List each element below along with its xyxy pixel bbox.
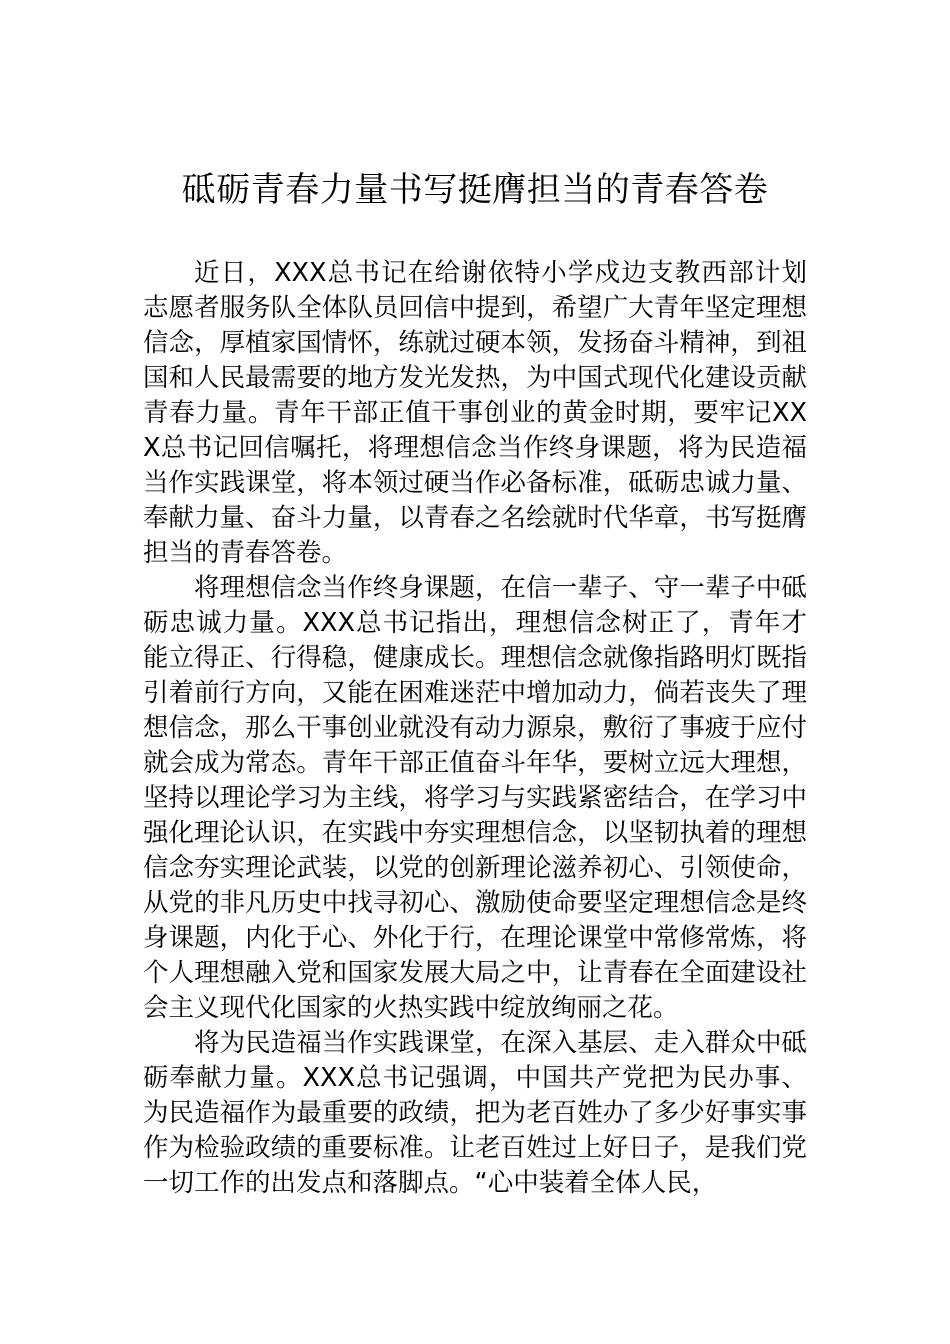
paragraph-intro: 近日，XXX总书记在给谢依特小学戍边支教西部计划志愿者服务队全体队员回信中提到，希望广大青年坚定理想信念，厚植家国情怀，练就过硬本领，发扬奋斗精神，到祖国和人民最需要的地方发光发热，为中国式现代化建设贡献青春力量。青年干部正值干事创业的黄金时期，要牢记XXX总书记回信嘱托，将理想信念当作终身课题，将为民造福当作实践课堂，将本领过硬当作必备标准，砥砺忠诚力量、奉献力量、奋斗力量，以青春之名绘就时代华章，书写挺膺担当的青春答卷。 [143, 258, 807, 568]
paragraph-ideals: 将理想信念当作终身课题，在信一辈子、守一辈子中砥砺忠诚力量。XXX总书记指出，理想信念树正了，青年才能立得正、行得稳，健康成长。理想信念就像指路明灯既指引着前行方向，又能在困难迷茫中增加动力，倘若丧失了理想信念，那么干事创业就没有动力源泉，敷衍了事疲于应付就会成为常态。青年干部正值奋斗年华，要树立远大理想，坚持以理论学习为主线，将学习与实践紧密结合，在学习中强化理论认识，在实践中夯实理想信念，以坚韧执着的理想信念夯实理论武装，以党的创新理论滋养初心、引领使命，从党的非凡历史中找寻初心、激励使命要坚定理想信念是终身课题，内化于心、外化于行，在理论课堂中常修常炼，将个人理想融入党和国家发展大局之中，让青春在全面建设社会主义现代化国家的火热实践中绽放绚丽之花。 [143, 573, 807, 1023]
document-title: 砥砺青春力量书写挺膺担当的青春答卷 [181, 170, 769, 210]
document-body [143, 256, 807, 1201]
paragraph-service: 将为民造福当作实践课堂，在深入基层、走入群众中砥砺奉献力量。XXX总书记强调，中国共产党把为民办事、为民造福作为最重要的政绩，把为老百姓办了多少好事实事作为检验政绩的重要标准。让老百姓过上好日子，是我们党一切工作的出发点和落脚点。“心中装着全体人民， [143, 1028, 807, 1198]
